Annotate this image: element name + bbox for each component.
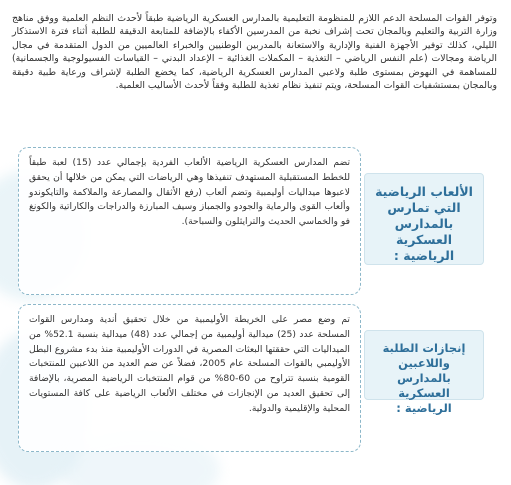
heading-line: إنجازات الطلبة (382, 341, 466, 355)
sports-text-box: تضم المدارس العسكرية الرياضية الألعاب الفردية بإجمالي عدد (15) لعبة طبقاً للخطط المستقبلية المستهدف تنفيذها وهي الرياضات التي يمكن من خلالها أن يحقق لاعبوها ميداليات أوليمبية وتضم ألعاب (رفع الأثقال والمصارعة والملاكمة والتايكوندو وألعاب القوى والرماية والجودو والجمباز وسيف المبارزة والدراجات والكاراتية والكونغ فو والخماسي الحديث والترايثلون والسباحة). (18, 147, 361, 295)
section-heading-sports (364, 173, 484, 265)
intro-paragraph: وتوفر القوات المسلحة الدعم اللازم للمنظومة التعليمية بالمدارس العسكرية الرياضية طبقاً لأحدث النظم العلمية ووفق مناهج وزارة التربية والتعليم وبالمجان تحت إشراف نخبة من المدرسين الأكفاء بالإضافة للمتابعة الدقيقة للطلبة أثناء فترة الاستذكار الليلي، كذلك توفير الأجهزة الفنية والإدارية والاستعانة بالمدربين الوطنيين والخبراء العالميين من الدول المتقدمة في مجال الرياضة ومجالات (علم النفس الرياضي – التغذية – المكملات الغذائية – الإعداد البدني – القياسات الفسيولوجية والجسمانية) للمساهمة في النهوض بمستوى طلبة ولاعبي المدارس العسكرية الرياضية، كما يخضع الطلبة لإشراف ورعاية طبية دقيقة وبالمجان بمستشفيات القوات المسلحة، ويتم تنفيذ نظام تغذية للطلبة وفقاً لأحدث الأساليب العلمية. (12, 13, 497, 92)
heading-line: العسكرية الرياضية : (396, 386, 452, 415)
heading-line: واللاعبين بالمدارس (397, 356, 451, 385)
heading-line: العسكرية الرياضية : (393, 232, 455, 263)
heading-line: التي تمارس بالمدارس (387, 200, 461, 231)
section-heading-achievements (364, 330, 484, 415)
heading-line: الألعاب الرياضية (375, 184, 473, 199)
achievements-text-box: تم وضع مصر على الخريطة الأوليمبية من خلال تحقيق أندية ومدارس القوات المسلحة عدد (25) ميدالية أوليمبية من إجمالي عدد (48) ميدالية بنسبة 52.1% من الميداليات التي حققتها البعثات المصرية في الدورات الأوليمبية منذ بدء مشروع البطل الأوليمبي بالقوات المسلحة عام 2005، فضلاً عن ضم العديد من اللاعبين للمنتخبات القومية بنسبة تتراوح من 60-80% من قوام المنتخبات الرياضية المصرية، بالإضافة إلى تحقيق العديد من الإنجازات في مختلف الألعاب الرياضية على كافة المستويات المحلية والإقليمية والدولية. (18, 304, 361, 452)
